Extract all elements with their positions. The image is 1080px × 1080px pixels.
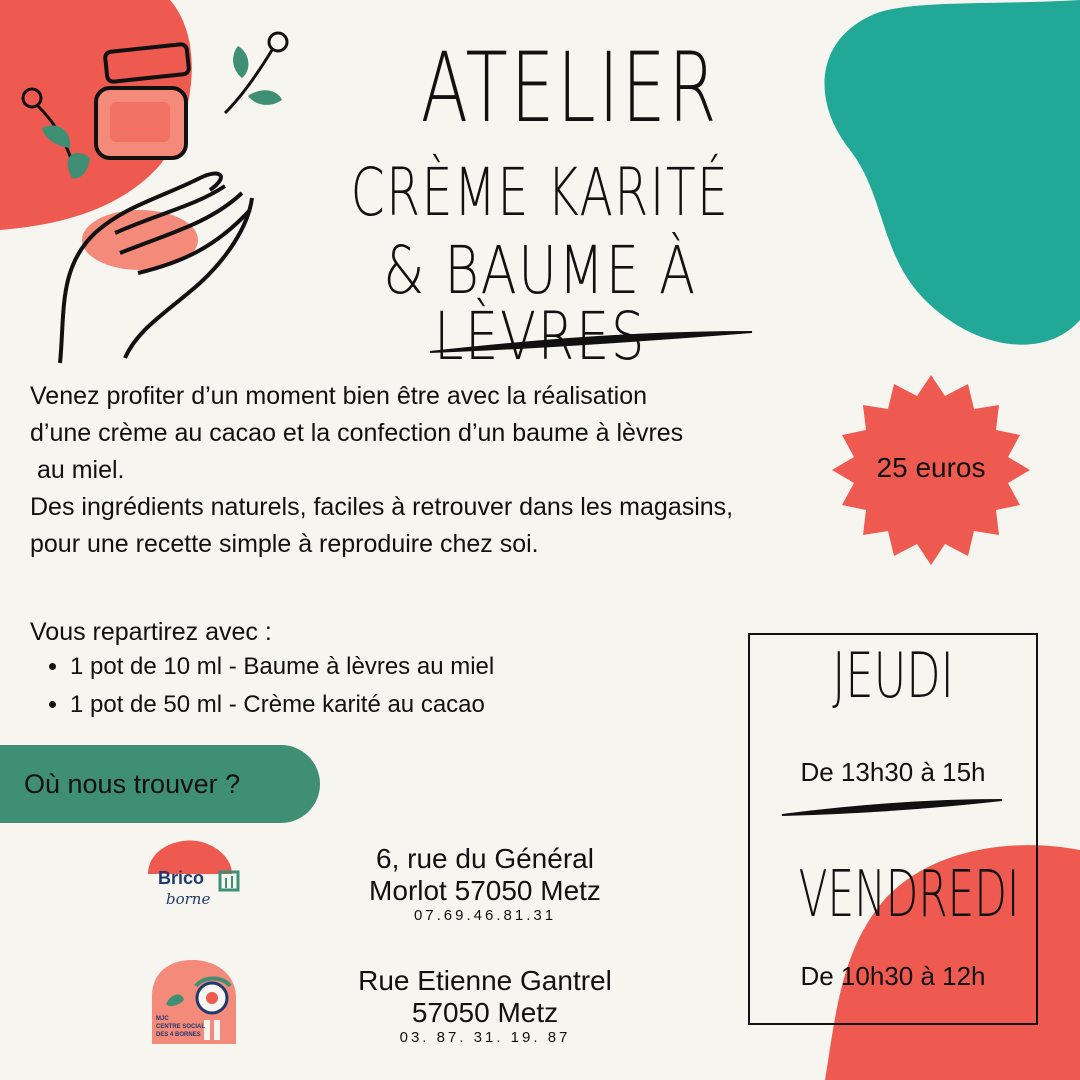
schedule-box: [748, 633, 1038, 1025]
description-line: d’une crème au cacao et la confection d’un baume à lèvres: [30, 419, 684, 447]
phone-number: 03. 87. 31. 19. 87: [399, 1029, 571, 1046]
price-badge: 25 euros: [876, 452, 986, 483]
mjc-logo-text-1: MJC: [156, 1016, 169, 1022]
address-line: Rue Etienne Gantrel: [358, 965, 612, 996]
day-vendredi: VENDREDI: [798, 858, 1020, 932]
items-list: [40, 648, 494, 724]
address-line: Morlot 57050 Metz: [369, 875, 601, 906]
leaf-branch-right-icon: [225, 33, 287, 113]
description-line: Des ingrédients naturels, faciles à retrouver dans les magasins,: [30, 493, 734, 521]
list-item: • 1 pot de 10 ml - Baume à lèvres au miel: [70, 648, 494, 686]
find-us-banner: Où nous trouver ?: [0, 745, 320, 823]
location-1: [320, 843, 650, 924]
description-line: pour une recette simple à reproduire chez soi.: [30, 530, 539, 558]
address-line: 57050 Metz: [411, 997, 559, 1028]
brico-logo-text: Brico: [158, 868, 205, 888]
description-line: au miel.: [30, 456, 125, 484]
leaf-branch-left-icon: [23, 89, 90, 178]
mjc-logo-text-3: DES 4 BORNES: [156, 1032, 201, 1038]
hand-jar-illustration: [20, 28, 320, 368]
day-jeudi: JEUDI: [832, 639, 954, 712]
hand-icon: [60, 174, 252, 363]
brico-borne-logo: [140, 836, 250, 911]
title-atelier: ATELIER: [420, 32, 720, 144]
teal-blob-top-right: [825, 0, 1080, 345]
borne-logo-text: borne: [166, 890, 211, 908]
list-item: • 1 pot de 50 ml - Crème karité au cacao: [70, 686, 494, 724]
phone-number: 07.69.46.81.31: [413, 907, 557, 924]
address-line: 6, rue du Général: [376, 843, 594, 874]
description-line: Venez profiter d’un moment bien être avec la réalisation: [30, 382, 648, 410]
mjc-logo-text-2: CENTRE SOCIAL: [156, 1024, 206, 1030]
title-baume-levres: & BAUME À LÈVRES: [383, 232, 697, 375]
items-title: Vous repartirez avec :: [30, 618, 272, 646]
description: [30, 378, 830, 563]
mjc-centre-social-logo: [148, 958, 243, 1048]
hours-jeudi: De 13h30 à 15h: [800, 757, 986, 787]
jar-icon: [96, 44, 189, 158]
location-2: [315, 965, 655, 1046]
hours-vendredi: De 10h30 à 12h: [800, 961, 986, 991]
title-creme-karite: CRÈME KARITÉ: [350, 154, 730, 231]
